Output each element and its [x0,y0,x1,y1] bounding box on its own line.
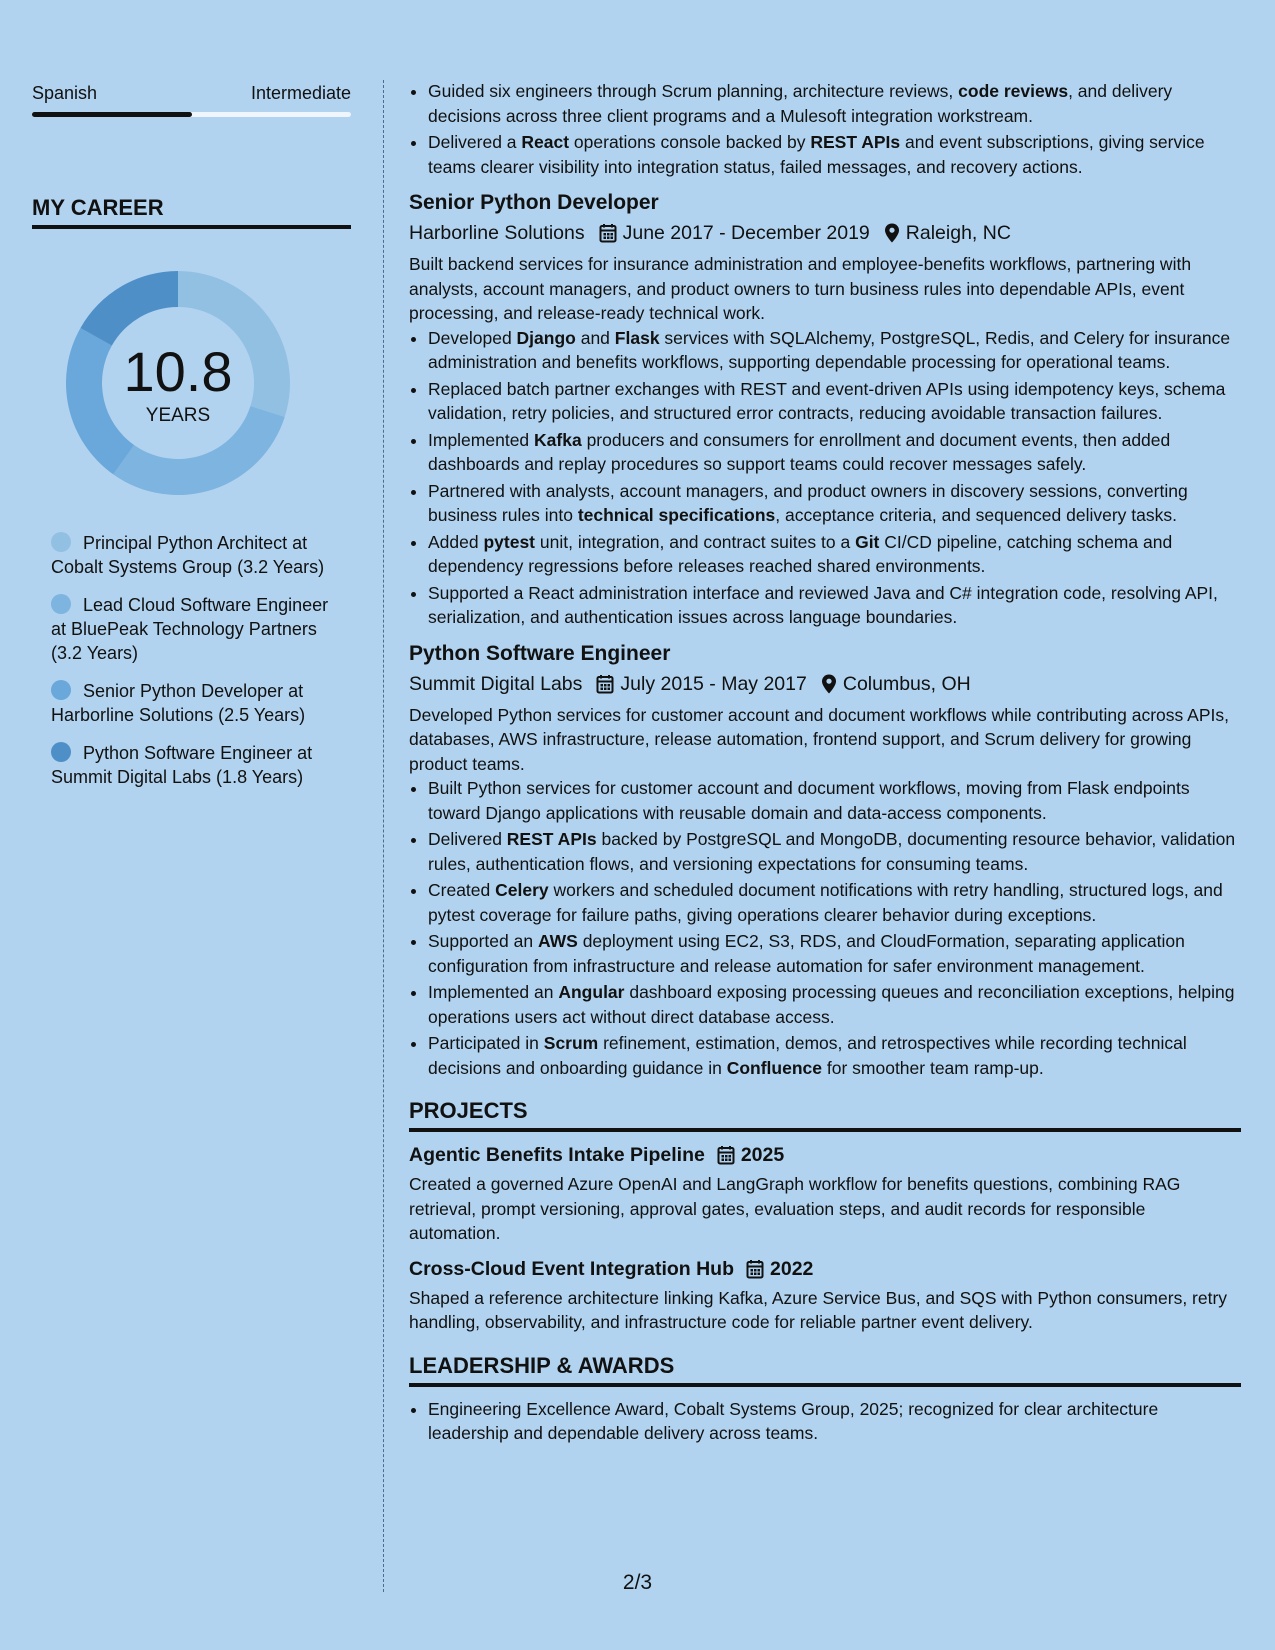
bullet-text: CI/CD pipeline, catching schema and dependency regressions before releases reached shared environments. [428,531,1173,576]
job-dates: June 2017 - December 2019 [622,222,870,244]
previous-job-bullets [409,79,1241,179]
projects-list [409,1142,1241,1335]
career-total-years: 10.8 [123,340,233,403]
bullet-text: and event subscriptions, giving service teams clearer visibility into integration status, failed messages, and recovery actions. [428,132,1205,177]
legend-color-dot [51,680,71,700]
job-summary: Developed Python services for customer account and document workflows while contributing across APIs, databases, AWS infrastructure, release automation, frontend support, and Scrum delivery for growing product teams. [409,704,1229,774]
bullet-text: services with SQLAlchemy, PostgreSQL, Redis, and Celery for insurance administration and benefits workflows, supporting dependable processing for operational teams. [428,327,1231,372]
bullet-text: dashboard exposing processing queues and reconciliation exceptions, helping operations users act without direct database access. [428,982,1235,1027]
job-company: Harborline Solutions [409,222,585,244]
career-donut-chart [66,271,290,495]
bold-keyword: Kafka [534,429,582,450]
job-bullets [409,326,1241,630]
bullet-text: Replaced batch partner exchanges with REST and event-driven APIs using idempotency keys, schema validation, retry policies, and structured error contracts, reducing avoidable transaction failures. [428,378,1226,423]
projects-heading: PROJECTS [409,1096,1241,1132]
bold-keyword: REST APIs [810,132,901,152]
bullet-item [428,530,1241,579]
project-year: 2025 [740,1144,785,1166]
bold-keyword: REST APIs [506,829,597,849]
language-name: Spanish [32,83,98,103]
career-legend-item [51,593,331,665]
project-header [409,1256,1241,1282]
bold-keyword: Scrum [543,1033,599,1053]
location-pin-icon [821,674,837,694]
bold-keyword: pytest [483,531,536,552]
job-title: Python Software Engineer [409,641,671,665]
bullet-item [428,130,1241,179]
bold-keyword: Flask [614,327,660,348]
job-meta [409,220,1241,246]
bold-keyword: Celery [495,880,549,900]
language-proficiency-fill [32,112,192,117]
project-description: Created a governed Azure OpenAI and LangGraph workflow for benefits questions, combining RAG retrieval, prompt versioning, approval gates, evaluation steps, and audit records for responsible automation. [409,1174,1181,1243]
legend-color-dot [51,742,71,762]
bullet-item [428,980,1241,1029]
legend-color-dot [51,532,71,552]
bullet-text: deployment using EC2, S3, RDS, and CloudFormation, separating application configuration from infrastructure and release automation for safer environment management. [428,931,1185,976]
bullet-text: operations console backed by [569,132,811,152]
page-number: 2/3 [622,1571,653,1594]
bullet-text: Implemented an [428,982,559,1002]
column-divider [383,80,384,1592]
career-legend-item [51,531,331,579]
bullet-item [428,776,1241,825]
experience-list [409,189,1241,1080]
bold-keyword: Angular [558,982,625,1002]
job-entry [409,640,1241,1081]
bullet-text: Supported a React administration interface and reviewed Java and C# integration code, resolving API, serialization, and authentication issues across language boundaries. [428,582,1218,627]
calendar-icon [746,1259,764,1279]
bullet-item [428,878,1241,927]
bullet-text: and [575,327,615,348]
bullet-text: Built Python services for customer account and document workflows, moving from Flask endpoints toward Django applications with reusable domain and data-access components. [428,778,1190,823]
language-level: Intermediate [250,83,351,103]
bold-keyword: AWS [537,931,578,951]
legend-label: Lead Cloud Software Engineer at BluePeak Technology Partners (3.2 Years) [51,595,329,663]
bold-keyword: technical specifications [577,505,776,525]
main-content [409,79,1241,1448]
bullet-text: Participated in [428,1033,544,1053]
bullet-text: Delivered a [428,132,522,152]
bullet-text: Delivered [428,829,507,849]
job-title: Senior Python Developer [409,191,659,214]
awards-list [409,1397,1241,1446]
language-entry [32,79,351,117]
bullet-text: producers and consumers for enrollment and document events, then added dashboards and replay procedures so support teams could recover messages safely. [428,429,1171,474]
bullet-item [428,581,1241,630]
job-summary: Built backend services for insurance administration and employee-benefits workflows, partnering with analysts, account managers, and product owners to turn business rules into dependable APIs, event processing, and release-ready technical work. [409,254,1192,323]
bullet-text: unit, integration, and contract suites to a [535,531,856,552]
legend-label: Senior Python Developer at Harborline Solutions (2.5 Years) [51,681,306,725]
bullet-item [428,326,1241,375]
bullet-text: for smoother team ramp-up. [822,1057,1044,1078]
bullet-item [428,479,1241,528]
bullet-text: Added [428,531,484,552]
career-legend [51,531,331,789]
bold-keyword: Git [855,531,880,552]
project-title: Cross-Cloud Event Integration Hub [409,1257,735,1280]
job-bullets [409,776,1241,1080]
bold-keyword: React [521,132,570,152]
bullet-item [428,428,1241,477]
career-legend-item [51,741,331,789]
bullet-text: , and delivery decisions across three client programs and a Mulesoft integration workstream. [428,81,1173,126]
bullet-text: Created [428,880,496,900]
legend-label: Python Software Engineer at Summit Digital Labs (1.8 Years) [51,743,313,787]
bold-keyword: Confluence [726,1057,822,1078]
job-company: Summit Digital Labs [409,672,583,695]
legend-label: Principal Python Architect at Cobalt Systems Group (3.2 Years) [51,533,325,577]
bold-keyword: Django [516,327,576,348]
donut-segment [80,271,178,346]
location-pin-icon [884,223,900,243]
job-dates: July 2015 - May 2017 [620,672,807,695]
bullet-text: workers and scheduled document notifications with retry handling, structured logs, and pytest coverage for failure paths, giving operations clearer behavior during exceptions. [428,880,1223,925]
job-meta [409,671,1241,697]
bullet-text: Partnered with analysts, account managers, and product owners in discovery sessions, converting business rules into [428,480,1188,525]
bold-keyword: code reviews [958,81,1069,101]
language-proficiency-bar [32,112,351,117]
job-location: Raleigh, NC [905,222,1011,244]
bullet-text: refinement, estimation, demos, and retrospectives while recording technical decisions and onboarding guidance in [428,1033,1187,1078]
bullet-text: Supported an [428,931,538,951]
project-entry [409,1256,1241,1335]
career-legend-item [51,679,331,727]
sidebar [32,79,351,803]
project-description: Shaped a reference architecture linking Kafka, Azure Service Bus, and SQS with Python consumers, retry handling, observability, and infrastructure code for reliable partner event delivery. [409,1287,1228,1332]
career-years-label: YEARS [145,405,211,426]
awards-heading: LEADERSHIP & AWARDS [409,1351,1241,1387]
calendar-icon [596,674,614,694]
bullet-item [428,827,1241,876]
calendar-icon [599,223,617,243]
project-year: 2022 [770,1257,814,1280]
project-title: Agentic Benefits Intake Pipeline [409,1144,705,1166]
bullet-item [428,377,1241,426]
calendar-icon [717,1145,735,1165]
bullet-text: , acceptance criteria, and sequenced delivery tasks. [775,505,1177,525]
bullet-item [428,79,1241,128]
job-location: Columbus, OH [842,672,971,695]
legend-color-dot [51,594,71,614]
bullet-item [428,1031,1241,1080]
award-item: • Engineering Excellence Award, Cobalt Systems Group, 2025; recognized for clear architecture leadership and dependable delivery across teams. [428,1397,1241,1446]
career-heading: MY CAREER [32,193,351,229]
job-entry [409,189,1241,630]
bullet-text: backed by PostgreSQL and MongoDB, documenting resource behavior, validation rules, authentication flows, and versioning expectations for consuming teams. [428,829,1236,874]
bullet-text: Guided six engineers through Scrum planning, architecture reviews, [428,81,959,101]
project-entry [409,1142,1241,1246]
project-header [409,1142,1241,1168]
bullet-text: Developed [428,327,517,348]
bullet-text: Implemented [428,429,535,450]
bullet-item [428,929,1241,978]
